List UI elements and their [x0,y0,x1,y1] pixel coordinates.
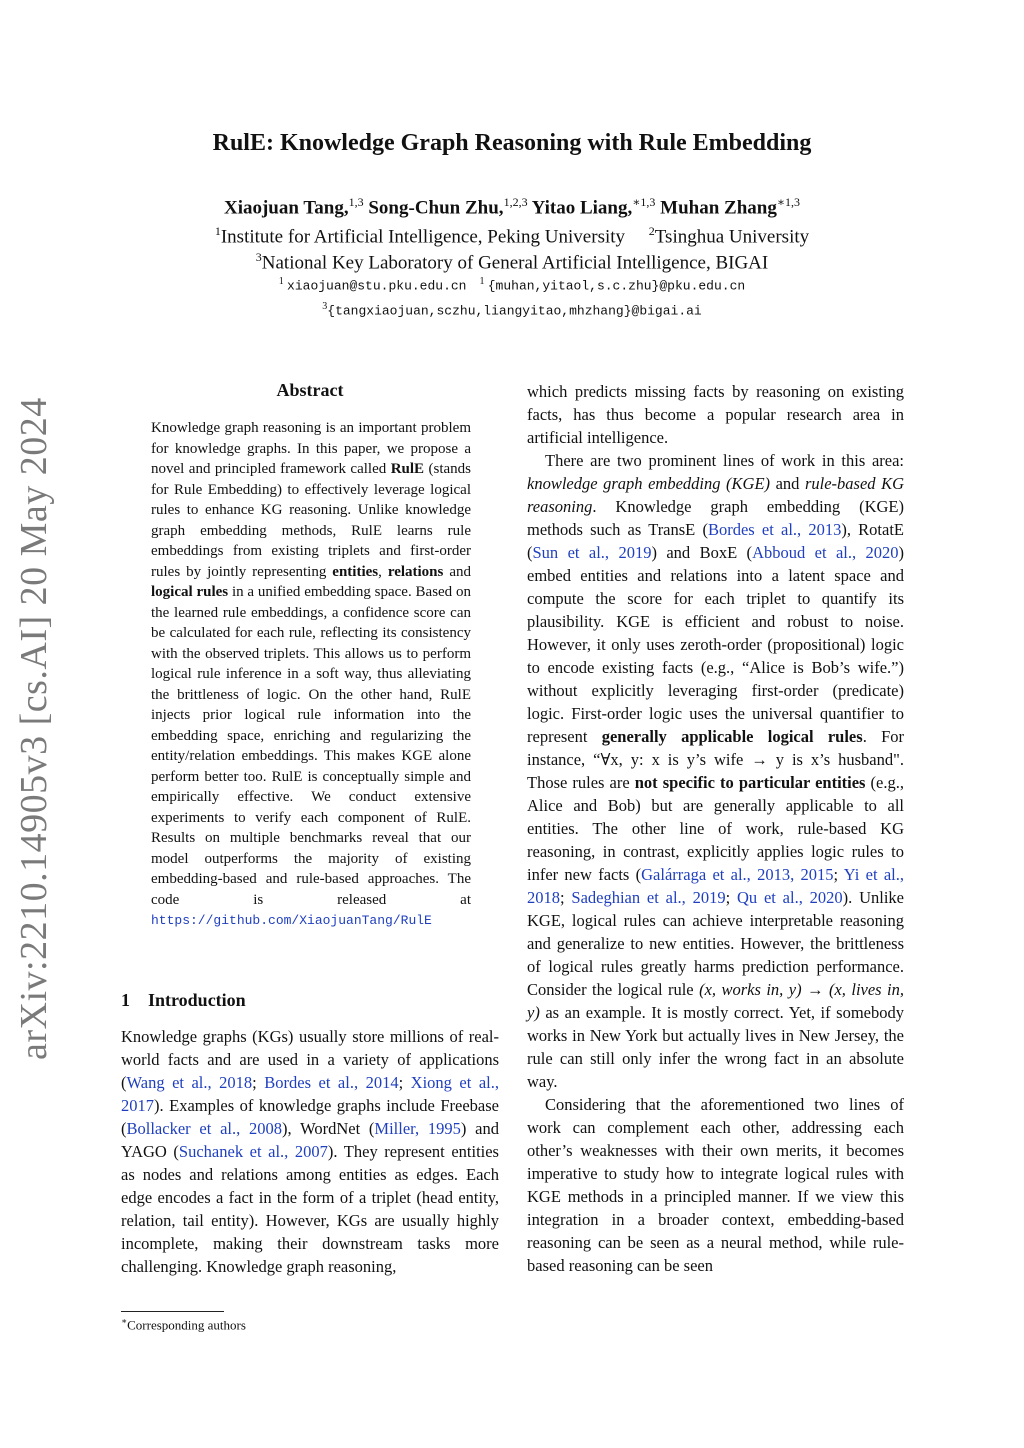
citation-link[interactable]: Abboud et al., 2020 [752,543,899,562]
bold-text: generally applicable logical rules [601,727,863,746]
bold-text: not specific to particular entities [634,773,866,792]
emphasis-text: knowledge graph embedding (KGE) [527,474,771,493]
footnote-text: Corresponding authors [127,1317,246,1333]
section-title: Introduction [148,990,246,1010]
citation-link[interactable]: Qu et al., 2020 [737,888,843,907]
abstract-bold: logical rules [151,584,229,600]
citation-link[interactable]: Miller, 1995 [374,1119,461,1138]
body-text: Knowledge graphs (KGs) usually store millions of real-world facts and are used in a variety of applications ( [121,1027,499,1092]
footnote-divider [121,1311,224,1312]
body-text: ), RotatE ( [527,520,905,562]
email-mark: 3 [322,301,328,312]
author-list [0,195,1024,219]
email-line [0,276,1024,293]
paper-title: RulE: Knowledge Graph Reasoning with Rule Embedding [212,130,812,156]
body-text: as an example. It is mostly correct. Yet, if somebody works in New York but actually lives in New Jersey, the rule can still only infer the wrong fact in an absolute way. [527,1003,904,1091]
citation-link[interactable]: Bollacker et al., 2008 [126,1119,282,1138]
affiliation-line [0,250,1024,274]
body-text: ). Examples of knowledge graphs include Freebase ( [121,1096,499,1138]
email-mark: 1 [278,276,284,287]
email-address[interactable]: {muhan,yitaol,s.c.zhu}@pku.edu.cn [487,278,746,294]
author-name: Yitao Liang, [531,197,633,219]
emphasis-text: rule-based KG reasoning [527,474,905,516]
body-text: ; [560,888,572,907]
body-text: ). They represent entities as nodes and relations among entities as edges. Each edge encodes a fact in the form of a triplet (head entity, relation, tail entity). However, KGs are usually highly incomplete, making their downstream tasks more challenging. Knowledge graph reasoning, [121,1142,499,1276]
section-number: 1 [121,990,130,1010]
author-affiliation-mark: ∗1,3 [776,195,801,209]
section-heading [121,990,246,1011]
affiliation-text: National Key Laboratory of General Artificial Intelligence, BIGAI [261,252,769,274]
footnote-mark: ∗ [121,1316,128,1326]
abstract-bold: entities [332,563,379,580]
citation-link[interactable]: Xiong et al., 2017 [121,1073,499,1115]
citation-link[interactable]: Sun et al., 2019 [532,543,652,562]
citation-link[interactable]: Sadeghian et al., 2019 [571,888,726,907]
citation-link[interactable]: Galárraga et al., 2013, 2015 [641,865,834,884]
affiliation-text: Institute for Artificial Intelligence, Peking University [220,226,626,248]
author-name: Xiaojuan Tang, [223,197,349,219]
email-address[interactable]: {tangxiaojuan,sczhu,liangyitao,mhzhang}@bigai.ai [327,303,702,319]
citation-link[interactable]: Wang et al., 2018 [126,1073,253,1092]
arxiv-identifier: arXiv:2210.14905v3 [cs.AI] 20 May 2024 [13,397,55,1060]
email-mark: 1 [479,276,485,287]
abstract-heading: Abstract [276,380,344,400]
body-text: ), WordNet ( [282,1119,375,1138]
body-text: ; [725,888,737,907]
author-name: Song-Chun Zhu, [368,197,504,219]
body-text: ) embed entities and relations into a latent space and compute the score for each triplet to quantify its plausibility. KGE is efficient and robust to noise. However, it only uses zeroth-order (propositional) logic to encode existing facts (e.g., “Alice is Bob’s wife.”) without explicitly leveraging first-order (predicate) logic. First-order logic uses the universal quantifier to represent [527,543,904,746]
body-text: ) and YAGO ( [121,1119,499,1161]
body-text: There are two prominent lines of work in this area: [545,451,904,470]
intro-paragraph [121,1025,499,1278]
abstract-text: (stands for Rule Embedding) to effectively leverage logical rules to enhance KG reasoning. Unlike knowledge graph embedding methods, RulE learns rule embeddings from existing triplets and first-order rules by jointly representing [151,461,471,580]
body-text: ; [252,1073,265,1092]
abstract-text: Knowledge graph reasoning is an important problem for knowledge graphs. In this paper, we propose a novel and principled framework called [151,420,471,477]
paragraph [527,449,904,1093]
body-text: (e.g., Alice and Bob) but are generally applicable to all entities. The other line of work, rule-based KG reasoning, in contrast, explicitly applies logic rules to infer new facts ( [527,773,904,884]
affiliation-line [0,224,1024,248]
abstract-text: in a unified embedding space. Based on the learned rule embeddings, a confidence score can be calculated for each rule, reflecting its consistency with the observed triplets. This allows us to perform logical rule inference in a soft way, thus alleviating the brittleness of logic. On the other hand, RulE injects prior logical rule information into the embedding space, enriching and regularizing the entity/relation embeddings. This makes KGE alone perform better too. RulE is conceptually simple and empirically effective. We conduct extensive experiments to verify each component of RulE. Results on multiple benchmarks reveal that our model outperforms the majority of existing embedding-based and rule-based approaches. The code is released at [151,584,471,908]
author-name: Muhan Zhang [660,197,777,219]
paragraph: which predicts missing facts by reasoning on existing facts, has thus become a popular research area in artificial intelligence. [527,382,904,447]
body-text: ; [398,1073,411,1092]
affiliation-mark: 1 [214,224,221,238]
abstract-body [151,418,471,932]
paragraph: Considering that the aforementioned two lines of work can complement each other, addressing each other’s weaknesses with their own merits, it becomes imperative to study how to integrate logical rules with KGE methods in a principled manner. If we view this integration in a broader context, embedding-based reasoning can be seen as a neural method, while rule-based reasoning can be seen [527,1095,904,1275]
email-line [0,301,1024,318]
author-affiliation-mark: ∗1,3 [632,195,656,209]
right-column [527,380,904,1277]
author-affiliation-mark: 1,2,3 [503,195,528,209]
abstract-text: , [378,563,388,580]
affiliation-mark: 2 [648,224,655,238]
body-text: ) and BoxE ( [651,543,753,562]
email-address[interactable]: xiaojuan@stu.pku.edu.cn [287,278,467,294]
affiliation-mark: 3 [255,250,262,264]
footnote [121,1316,246,1333]
citation-link[interactable]: Suchanek et al., 2007 [178,1142,328,1161]
math-expression: (x, works in, y) → (x, lives in, y) [527,980,905,1022]
body-text: . Knowledge graph embedding (KGE) methods such as TransE ( [527,497,904,539]
body-text: and [770,474,805,493]
citation-link[interactable]: Bordes et al., 2014 [264,1073,399,1092]
body-text: ). Unlike KGE, logical rules can achieve interpretable reasoning and generalize to new entities. However, the brittleness of logical rules greatly harms prediction performance. Consider the logical rule [527,888,904,999]
abstract-bold: relations [387,563,444,580]
body-text: ; [833,865,844,884]
abstract-text: and [443,563,471,580]
citation-link[interactable]: Bordes et al., 2013 [707,520,842,539]
author-affiliation-mark: 1,3 [348,195,364,209]
body-text: . For instance, “∀x, y: x is y’s wife → y is x’s husband". Those rules are [527,727,904,792]
abstract-bold: RulE [390,461,425,477]
citation-link[interactable]: Yi et al., 2018 [527,865,905,907]
code-link[interactable]: https://github.com/XiaojuanTang/RulE [151,913,432,928]
affiliation-text: Tsinghua University [654,226,810,248]
